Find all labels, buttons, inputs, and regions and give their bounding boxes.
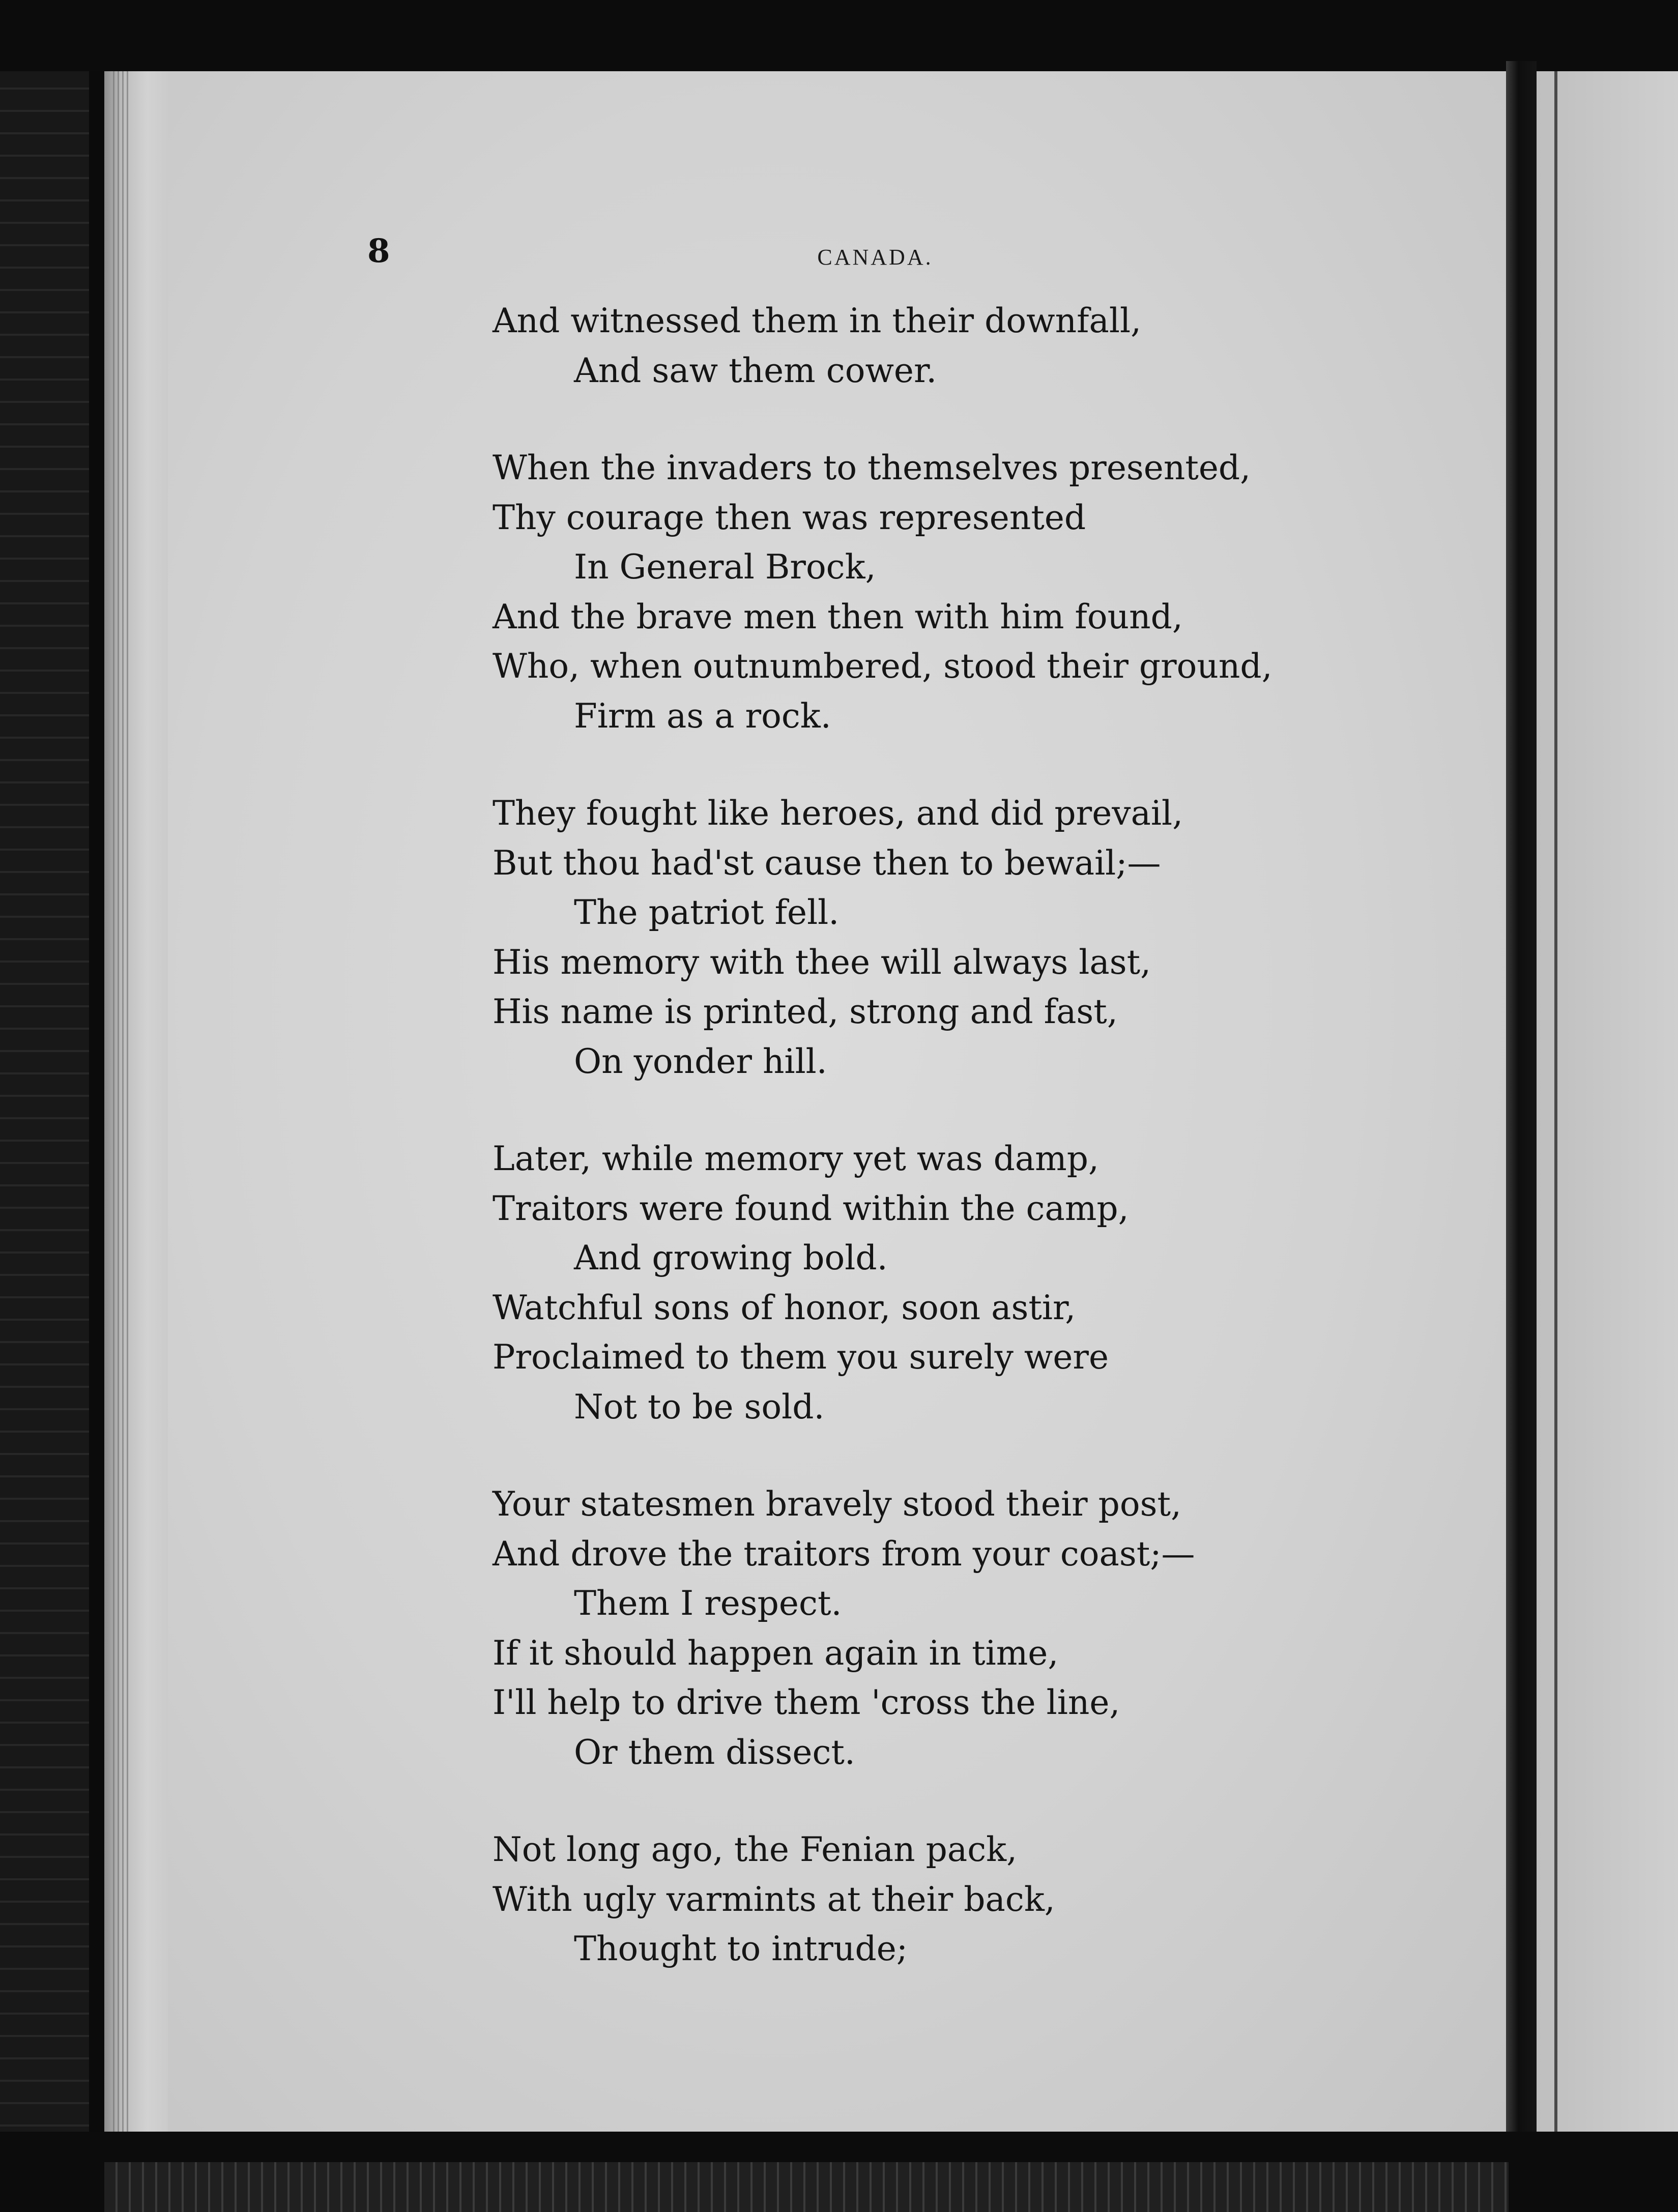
verse-line-indented: Thought to intrude; <box>574 1929 908 1968</box>
verse-line: Thy courage then was represented <box>493 498 1086 537</box>
verse-line: They fought like heroes, and did prevail, <box>493 794 1183 833</box>
verse-line: His name is printed, strong and fast, <box>493 992 1118 1031</box>
verse-line-indented: And saw them cower. <box>574 351 937 390</box>
verse-line-indented: And growing bold. <box>574 1238 888 1277</box>
verse-line: Traitors were found within the camp, <box>493 1188 1129 1228</box>
verse-line: And witnessed them in their downfall, <box>493 301 1142 340</box>
running-head: CANADA. <box>817 245 933 270</box>
verse-line: Watchful sons of honor, soon astir, <box>493 1288 1076 1327</box>
verse-line-indented: Or them dissect. <box>574 1732 855 1772</box>
stanza <box>493 1825 1485 1974</box>
verse-line: Not long ago, the Fenian pack, <box>493 1830 1018 1869</box>
verse-line-indented: The patriot fell. <box>574 893 840 932</box>
verse-line-indented: In General Brock, <box>574 547 876 587</box>
verse-line-indented: Them I respect. <box>574 1584 842 1623</box>
stanza <box>493 1134 1485 1432</box>
verse-line: When the invaders to themselves presented, <box>493 448 1251 487</box>
verse-line: I'll help to drive them 'cross the line, <box>493 1683 1120 1722</box>
verse-line: But thou had'st cause then to bewail;— <box>493 843 1161 883</box>
verse-line: And the brave men then with him found, <box>493 597 1183 636</box>
stanza <box>493 443 1485 741</box>
facing-page-edge <box>1537 71 1678 2132</box>
page-number: 8 <box>367 232 390 270</box>
stanza <box>493 789 1485 1086</box>
verse-line-indented: Not to be sold. <box>574 1387 825 1427</box>
verse-line-indented: On yonder hill. <box>574 1041 827 1081</box>
top-film-border <box>0 0 1678 71</box>
film-perforation-strip <box>104 2162 1509 2212</box>
verse-line: His memory with thee will always last, <box>493 942 1151 982</box>
verse-line: Your statesmen bravely stood their post, <box>493 1485 1181 1524</box>
stanza <box>493 296 1485 395</box>
page-gutter <box>1506 61 1537 2152</box>
poem-body <box>493 296 1485 2022</box>
verse-line: And drove the traitors from your coast;— <box>493 1534 1195 1574</box>
verse-line: If it should happen again in time, <box>493 1633 1059 1673</box>
verse-line-indented: Firm as a rock. <box>574 696 831 736</box>
verse-line: Who, when outnumbered, stood their ground, <box>493 647 1272 686</box>
verse-line: With ugly varmints at their back, <box>493 1879 1055 1919</box>
facing-page-rule <box>1554 71 1557 2132</box>
stanza <box>493 1479 1485 1777</box>
verse-line: Later, while memory yet was damp, <box>493 1139 1099 1178</box>
verse-line: Proclaimed to them you surely were <box>493 1337 1109 1377</box>
page-stack-edges <box>113 71 128 2132</box>
film-edge <box>0 0 89 2212</box>
